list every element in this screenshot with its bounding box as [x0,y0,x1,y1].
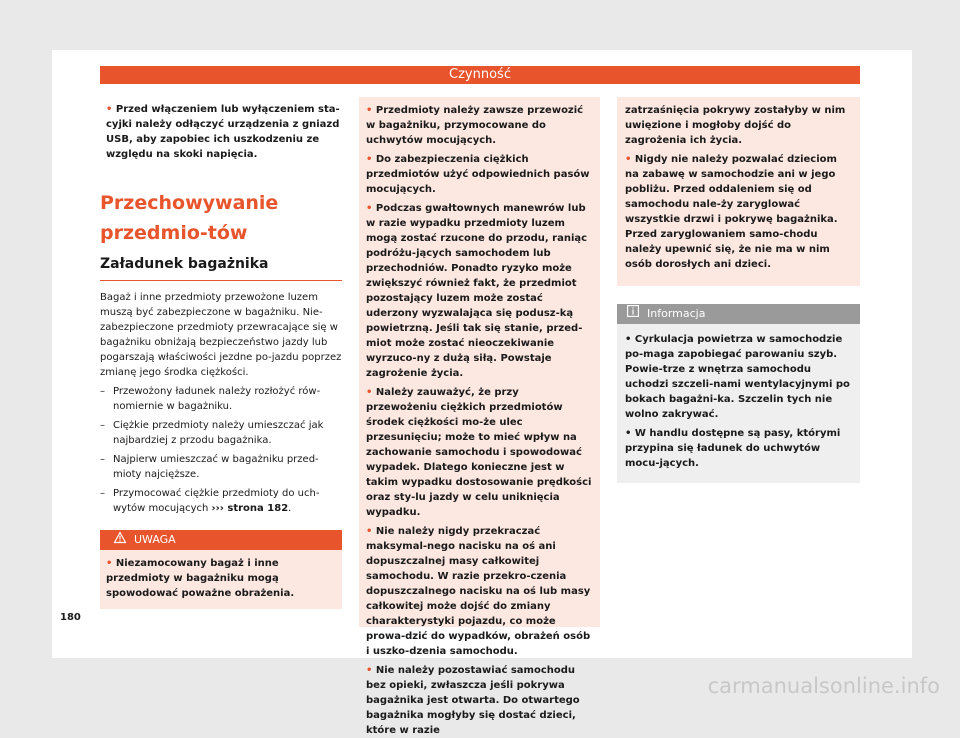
warning-box [100,530,342,609]
warning-paragraph: • Do zabezpieczenia ciężkich przedmiotów użyć odpowiednich pasów mocujących. [366,154,590,195]
bullet-icon: • [106,104,116,115]
paragraph-text: Nie należy pozostawiać samochodu bez opieki, zwłaszcza jeśli pokrywa bagażnika jest otwarta. Do otwartego bagażnika mogłyby się dostać dzieci, które w razie [366,665,580,736]
list-item: – Przewożony ładunek należy rozłożyć rów-nomiernie w bagażniku. [100,384,342,414]
warning-paragraph: • Nie należy nigdy przekraczać maksymal-nego nacisku na oś ani dopuszczalnej masy całkowitej samochodu. W razie przekro-czenia dopuszczalnego nacisku na oś lub masy całkowitej może dojść do zmiany charakterystyki pojazdu, co może prowa-dzić do wypadków, obrażeń osób i uszko-dzenia samochodu. [366,526,591,657]
info-item-text: Cyrkulacja powietrza w samochodzie po-maga zapobiegać parowaniu szyb. Powie-trze z wnętrza samochodu uchodzi szczeli-nami wentylacyjnymi po bokach bagażni-ka. Szczelin tych nie wolno zakrywać. [625,334,850,420]
warning-paragraph: • Należy zauważyć, że przy przewożeniu ciężkich przedmiotów środek ciężkości mo-że ulec przesunięciu; może to mieć wpływ na zachowanie samochodu i spowodować wypadek. Dlatego konieczne jest w takim wypadku dostosowanie prędkości oraz sty-lu jazdy w celu uniknięcia wypadku. [366,387,592,518]
paragraph-text: Nie należy nigdy przekraczać maksymal-nego nacisku na oś ani dopuszczalnej masy całkowitej samochodu. W razie przekro-czenia dopuszczalnego nacisku na oś lub masy całkowitej może dojść do zmiany charakterystyki pojazdu, co może prowa-dzić do wypadków, obrażeń osób i uszko-dzenia samochodu. [366,526,591,657]
warning-paragraph: • Nigdy nie należy pozwalać dzieciom na zabawę w samochodzie ani w jego pobliżu. Przed oddaleniem się od samochodu nale-ży zaryglować wszystkie drzwi i pokrywę bagażnika. Przed zaryglowaniem samo-chodu należy upewnić się, że nie ma w nim osób dorosłych ani dzieci. [625,154,838,270]
info-item-text: W handlu dostępne są pasy, którymi przypina się ładunek do uchwytów mocu-jących. [625,428,841,469]
section-header: Czynność [100,66,860,84]
intro-bullet [100,96,342,162]
bullet-icon: • [106,558,116,569]
paragraph-text: Do zabezpieczenia ciężkich przedmiotów użyć odpowiednich pasów mocujących. [366,154,590,195]
column-middle [359,97,600,736]
warning-paragraph: • Podczas gwałtownych manewrów lub w razie wypadku przedmioty luzem mogą zostać rzucone do przodu, raniąc podróżu-jących samochodem lub przechodniów. Ponadto ryzyko może zwiększyć również fakt, że przedmiot pozostający luzem może zostać uderzony wyzwalająca się podusz-ką powietrzną. Jeśli tak się stanie, przed-miot może zostać nieoczekiwanie wyrzuco-ny z dużą siłą. Powstaje zagrożenie życia. [366,203,588,379]
warning-triangle-icon [114,530,126,550]
warning-continuation [617,97,860,286]
dash-list [100,384,342,516]
list-item-text: Ciężkie przedmioty należy umieszczać jak najbardziej z przodu bagażnika. [113,420,324,446]
info-item: • Cyrkulacja powietrza w samochodzie po-maga zapobiegać parowaniu szyb. Powie-trze z wnętrza samochodu uchodzi szczeli-nami wentylacyjnymi po bokach bagażni-ka. Szczelin tych nie wolno zakrywać. [625,334,850,420]
paragraph-text: Nigdy nie należy pozwalać dzieciom na zabawę w samochodzie ani w jego pobliżu. Przed oddaleniem się od samochodu nale-ży zaryglować wszystkie drzwi i pokrywę bagażnika. Przed zaryglowaniem samo-chodu należy upewnić się, że nie ma w nim osób dorosłych ani dzieci. [625,154,838,270]
watermark: carmanualsonline.info [707,674,940,698]
list-item-text: Przymocować ciężkie przedmioty do uch-wytów mocujących [113,488,320,514]
paragraph-text: Należy zauważyć, że przy przewożeniu ciężkich przedmiotów środek ciężkości mo-że ulec przesunięciu; może to mieć wpływ na zachowanie samochodu i spowodować wypadek. Dlatego konieczne jest w takim wypadku dostosowanie prędkości oraz sty-lu jazdy w celu uniknięcia wypadku. [366,387,592,518]
info-title: Informacja [647,307,706,320]
warning-paragraph: • Nie należy pozostawiać samochodu bez opieki, zwłaszcza jeśli pokrywa bagażnika jest otwarta. Do otwartego bagażnika mogłyby się dostać dzieci, które w razie [366,665,580,736]
list-item: – Najpierw umieszczać w bagażniku przed-mioty najcięższe. [100,452,342,482]
warning-title: UWAGA [134,533,176,546]
list-item: – Ciężkie przedmioty należy umieszczać jak najbardziej z przodu bagażnika. [100,418,342,448]
list-item: – Przymocować ciężkie przedmioty do uch-wytów mocujących ››› strona 182. [100,488,320,514]
list-item-text: Najpierw umieszczać w bagażniku przed-mioty najcięższe. [113,454,319,480]
warning-paragraph: • Przedmioty należy zawsze przewozić w bagażniku, przymocowane do uchwytów mocujących. [366,105,584,146]
page-number: 180 [60,612,81,623]
info-header [617,304,860,324]
info-body [617,324,860,483]
warning-header [100,530,342,550]
section-title: Przechowywanie przedmio-tów [100,192,279,244]
list-item-text: Przewożony ładunek należy rozłożyć rów-nomiernie w bagażniku. [113,386,321,412]
continuation-text: zatrzaśnięcia pokrywy zostałyby w nim uwięzione i mogłoby dojść do zagrożenia ich życia. [625,105,846,146]
column-right [617,97,860,483]
info-box [617,304,860,483]
info-icon [627,304,639,324]
subsection-title: Załadunek bagażnika [100,254,342,281]
list-item-end: . [288,503,292,514]
warning-text [100,550,342,609]
body-paragraph: Bagaż i inne przedmioty przewożone luzem muszą być zabezpieczone w bagażniku. Nie-zabezpieczone przedmioty przewracające się w bagażniku obniżają bezpieczeństwo jazdy lub pogarszają właściwości jezdne po-jazdu poprzez zmianę jego środka ciężkości. [100,292,342,378]
page-reference-link[interactable]: ››› strona 182 [211,503,289,514]
warning-text-content: Niezamocowany bagaż i inne przedmioty w bagażniku mogą spowodować poważne obrażenia. [106,558,295,599]
info-item: • W handlu dostępne są pasy, którymi przypina się ładunek do uchwytów mocu-jących. [625,428,841,469]
intro-bullet-text: Przed włączeniem lub wyłączeniem sta-cyjki należy odłączyć urządzenia z gniazd USB, aby zapobiec ich uszkodzeniu ze względu na skoki napięcia. [106,104,340,160]
column-left [100,96,342,609]
paragraph-text: Przedmioty należy zawsze przewozić w bagażniku, przymocowane do uchwytów mocujących. [366,105,584,146]
paragraph-text: Podczas gwałtownych manewrów lub w razie wypadku przedmioty luzem mogą zostać rzucone do przodu, raniąc podróżu-jących samochodem lub przechodniów. Ponadto ryzyko może zwiększyć również fakt, że przedmiot pozostający luzem może zostać uderzony wyzwalająca się podusz-ką powietrzną. Jeśli tak się stanie, przed-miot może zostać nieoczekiwanie wyrzuco-ny z dużą siłą. Powstaje zagrożenie życia. [366,203,588,379]
